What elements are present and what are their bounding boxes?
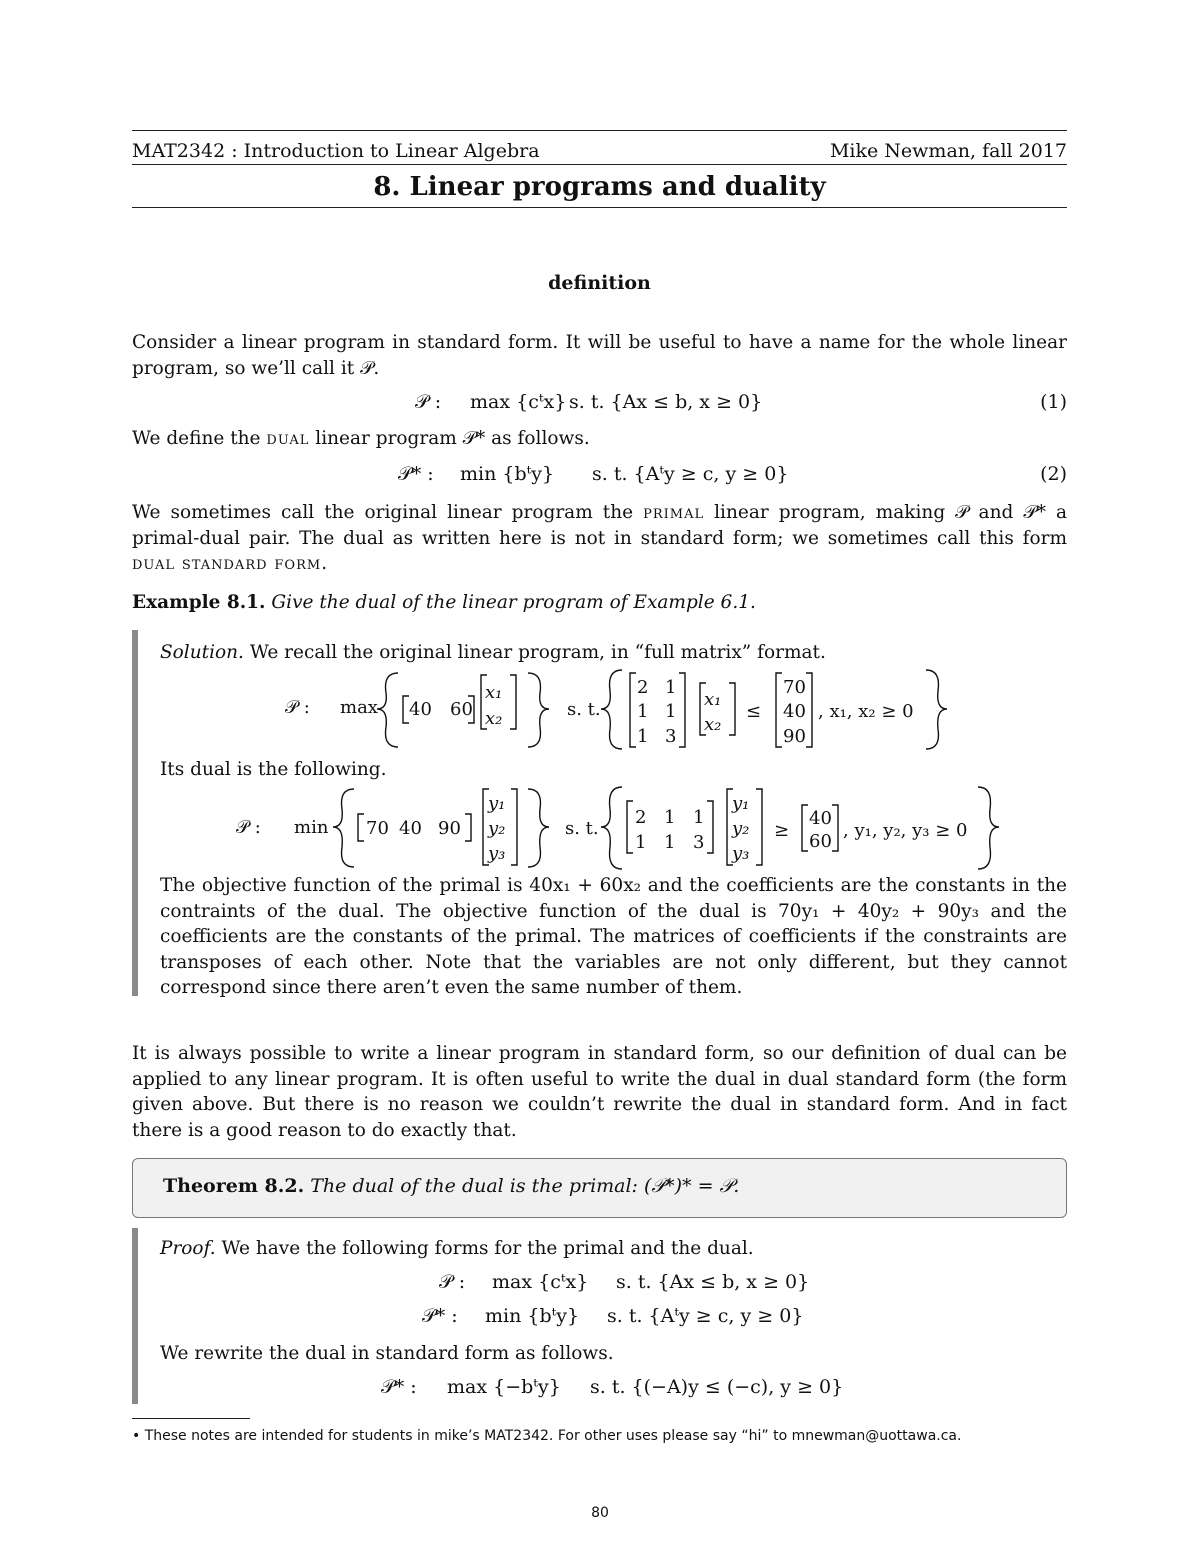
pm-A31: 1 (637, 726, 649, 747)
primal-matrix-form (0, 665, 1200, 755)
eq2-lhs: 𝒫* : (398, 463, 434, 485)
proof-eqC-objective: max {−bᵗy} (447, 1376, 561, 1398)
example-text: Give the dual of the linear program of Example 6.1. (271, 592, 756, 613)
pm-A32: 3 (665, 726, 677, 747)
dm-y1b: y₁ (732, 793, 750, 814)
always-paragraph: It is always possible to write a linear program in standard form, so our definition of dual can be applied to any linear program. It is often useful to write the dual in dual standard form (the form given above. But there is no reason we couldn’t rewrite the dual in standard form. And in fact there is a good reason to do exactly that. (132, 1043, 1067, 1141)
header-top-rule (132, 130, 1067, 131)
pm-b1: 70 (783, 677, 806, 698)
proof-eq-dual (132, 1305, 1067, 1333)
author-term: Mike Newman, fall 2017 (829, 140, 1067, 162)
pm-b2: 40 (783, 701, 806, 722)
dm-At21: 1 (635, 832, 647, 853)
primal-paragraph: We sometimes call the original linear program the primal linear program, making 𝒫 and 𝒫* a primal-dual pair. The dual as written here is not in standard form; we sometimes call this form dual standard form. (132, 502, 1067, 574)
dm-y2b: y₂ (732, 818, 750, 839)
eq1-number: (1) (1040, 391, 1067, 413)
its-dual-text: Its dual is the following. (160, 759, 387, 780)
proof-intro: Proof. We have the following forms for the primal and the dual. (160, 1238, 754, 1259)
proof-eqC-lhs: 𝒫* : (381, 1376, 417, 1398)
dm-At12: 1 (664, 807, 676, 828)
pm-nonneg: , x₁, x₂ ≥ 0 (818, 701, 914, 722)
pm-A11: 2 (637, 677, 649, 698)
solution-conclusion: The objective function of the primal is 40x₁ + 60x₂ and the coefficients are the constants in the contraints of the dual. The objective function of the dual is 70y₁ + 40y₂ + 90y₃ and the coefficients are the constants of the primal. The matrices of coefficients if the constraints are transposes of each other. Note that the variables are not only different, but they cannot correspond since there aren’t even the same number of them. (160, 875, 1067, 998)
eq2-number: (2) (1040, 463, 1067, 485)
equation-2 (132, 463, 1067, 491)
dm-b2: 40 (399, 818, 422, 839)
theorem-box (132, 1158, 1067, 1218)
theorem-text: The dual of the dual is the primal: (𝒫*)* = 𝒫. (310, 1175, 740, 1197)
dm-brace-close (528, 789, 549, 867)
theorem-statement (163, 1175, 739, 1197)
chapter-title: 8. Linear programs and duality (373, 172, 826, 202)
dual-definition: We define the dual linear program 𝒫* as follows. (132, 428, 590, 449)
dm-y1: y₁ (488, 793, 506, 814)
pm-brace-close (528, 673, 549, 747)
dm-At22: 1 (664, 832, 676, 853)
course-title: MAT2342 : Introduction to Linear Algebra (132, 140, 540, 162)
pm-x2: x₂ (485, 708, 503, 729)
title-bottom-rule (132, 207, 1067, 208)
pm-brace2-close (926, 670, 947, 749)
pm-op: max (340, 697, 378, 718)
eq1-objective: max {cᵗx} (470, 391, 567, 413)
proof-eqB-objective: min {bᵗy} (485, 1305, 580, 1327)
proof-label: Proof. (160, 1238, 216, 1259)
dm-At11: 2 (635, 807, 647, 828)
footnote: • These notes are intended for students in mike’s MAT2342. For other uses please say “hi” to mnewman@uottawa.ca. (132, 1428, 962, 1444)
dm-b1: 70 (366, 818, 389, 839)
pm-b3: 90 (783, 726, 806, 747)
proof-eq-primal (132, 1271, 1067, 1299)
dual-standard-form-term: dual standard form (132, 553, 322, 574)
pm-x2b: x₂ (704, 714, 722, 735)
pm-brace-open (377, 673, 398, 747)
dual-matrix-form (0, 783, 1200, 873)
proof-eqB-lhs: 𝒫* : (422, 1305, 458, 1327)
proof-eqC-constraints: s. t. {(−A)y ≤ (−c), y ≥ 0} (590, 1376, 844, 1398)
dm-At23: 3 (693, 832, 705, 853)
example-label: Example 8.1. (132, 592, 266, 613)
dm-st: s. t. (565, 818, 599, 839)
pm-x1: x₁ (485, 682, 503, 703)
pm-A12: 1 (665, 677, 677, 698)
eq1-lhs: 𝒫 : (415, 391, 442, 413)
proof-eq-rewritten (132, 1376, 1067, 1404)
pm-c2: 60 (450, 699, 473, 720)
dm-y3b: y₃ (732, 843, 750, 864)
page-number: 80 (591, 1505, 609, 1521)
solution-intro: Solution. We recall the original linear program, in “full matrix” format. (160, 642, 826, 663)
dm-At13: 1 (693, 807, 705, 828)
equation-1 (132, 391, 1067, 419)
dm-c1: 40 (809, 808, 832, 829)
primal-term: primal (643, 502, 705, 523)
proof-eqA-objective: max {cᵗx} (492, 1271, 589, 1293)
dm-brace2-open (601, 787, 622, 869)
dm-b3: 90 (438, 818, 461, 839)
pm-st: s. t. (567, 699, 601, 720)
theorem-label: Theorem 8.2. (163, 1175, 305, 1197)
dm-y3: y₃ (488, 843, 506, 864)
proof-rewrite: We rewrite the dual in standard form as follows. (160, 1343, 614, 1364)
dm-nonneg: , y₁, y₂, y₃ ≥ 0 (843, 820, 968, 841)
dm-brace-open (333, 789, 354, 867)
pm-rel: ≤ (746, 701, 762, 722)
eq2-objective: min {bᵗy} (460, 463, 555, 485)
example-statement (132, 590, 1067, 616)
proof-eqB-constraints: s. t. {Aᵗy ≥ c, y ≥ 0} (607, 1305, 804, 1327)
footnote-rule (132, 1418, 250, 1419)
pm-brace2-open (601, 670, 622, 749)
solution-label: Solution. (160, 642, 244, 663)
intro-paragraph: Consider a linear program in standard form. It will be useful to have a name for the whole linear program, so we’ll call it 𝒫. (132, 332, 1067, 379)
pm-c1: 40 (409, 699, 432, 720)
dm-op: min (294, 817, 329, 838)
eq2-constraints: s. t. {Aᵗy ≥ c, y ≥ 0} (592, 463, 789, 485)
dual-term: dual (266, 428, 310, 449)
pm-A21: 1 (637, 701, 649, 722)
dm-y2: y₂ (488, 818, 506, 839)
dm-lhs: 𝒫 : (236, 817, 261, 838)
eq1-constraints: s. t. {Ax ≤ b, x ≥ 0} (569, 391, 763, 413)
pm-A22: 1 (665, 701, 677, 722)
proof-eqA-constraints: s. t. {Ax ≤ b, x ≥ 0} (616, 1271, 810, 1293)
dm-c2: 60 (809, 831, 832, 852)
dm-brace2-close (978, 787, 999, 869)
pm-lhs: 𝒫 : (285, 697, 310, 718)
proof-eqA-lhs: 𝒫 : (439, 1271, 466, 1293)
dm-rel: ≥ (774, 820, 790, 841)
pm-x1b: x₁ (704, 689, 722, 710)
section-heading: definition (548, 272, 651, 294)
header-mid-rule (132, 164, 1067, 165)
